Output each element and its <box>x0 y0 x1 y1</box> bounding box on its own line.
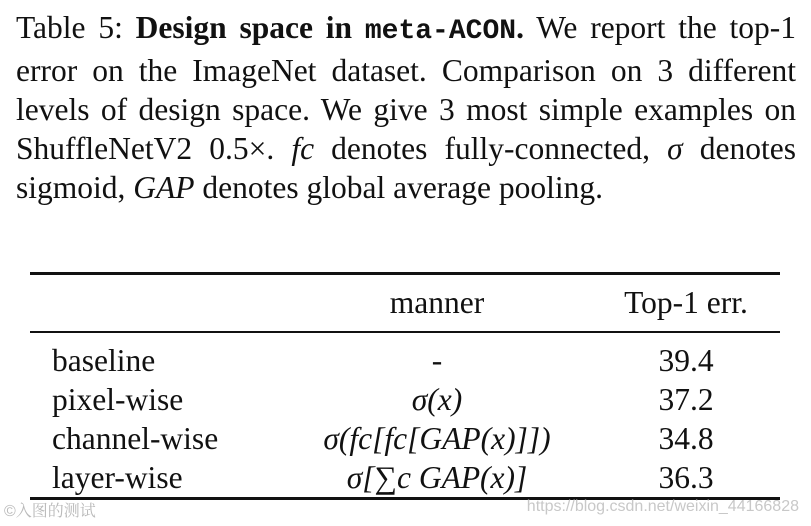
row-err: 34.8 <box>658 421 714 456</box>
row-err: 39.4 <box>658 343 714 378</box>
header-manner: manner <box>389 285 485 320</box>
row-err: 36.3 <box>658 460 714 495</box>
sigma-symbol: σ <box>667 131 683 166</box>
row-manner: σ(x) <box>411 382 463 417</box>
row-name: pixel-wise <box>52 382 184 417</box>
table-row <box>30 458 780 497</box>
watermark-left: ©入图的测试 <box>4 503 96 520</box>
caption-title: Design space in meta-ACON. <box>135 10 524 47</box>
table-row <box>30 380 780 419</box>
table-row <box>30 419 780 458</box>
watermark-url: https://blog.csdn.net/weixin_44166828 <box>526 498 799 515</box>
caption-text-3: denotes sigmoid, <box>16 131 796 205</box>
gap-symbol: GAP <box>133 170 195 205</box>
design-space-table <box>30 272 780 500</box>
row-manner: - <box>431 343 443 378</box>
fc-symbol: fc <box>291 131 315 166</box>
table-row <box>30 333 780 380</box>
row-name: layer-wise <box>52 460 183 495</box>
table-caption <box>16 8 796 207</box>
row-err: 37.2 <box>658 382 714 417</box>
row-name: baseline <box>52 343 156 378</box>
caption-label: Table 5: <box>16 10 123 45</box>
header-name <box>30 275 282 331</box>
caption-title-code: meta-ACON <box>364 16 517 47</box>
table-header-row <box>30 275 780 331</box>
caption-text-2: denotes fully-connected, <box>331 131 651 166</box>
row-name: channel-wise <box>52 421 219 456</box>
row-manner: σ[∑c GAP(x)] <box>346 460 528 495</box>
row-manner: σ(fc[fc[GAP(x)]]) <box>323 421 551 456</box>
caption-text-4: denotes global average pooling. <box>202 170 604 205</box>
header-top1-err: Top-1 err. <box>624 285 748 320</box>
caption-text-1: We report the top-1 error on the ImageNet dataset. Comparison on 3 different levels of design space. We give 3 most simple examples on ShuffleNetV2 0.5×. <box>16 10 797 166</box>
